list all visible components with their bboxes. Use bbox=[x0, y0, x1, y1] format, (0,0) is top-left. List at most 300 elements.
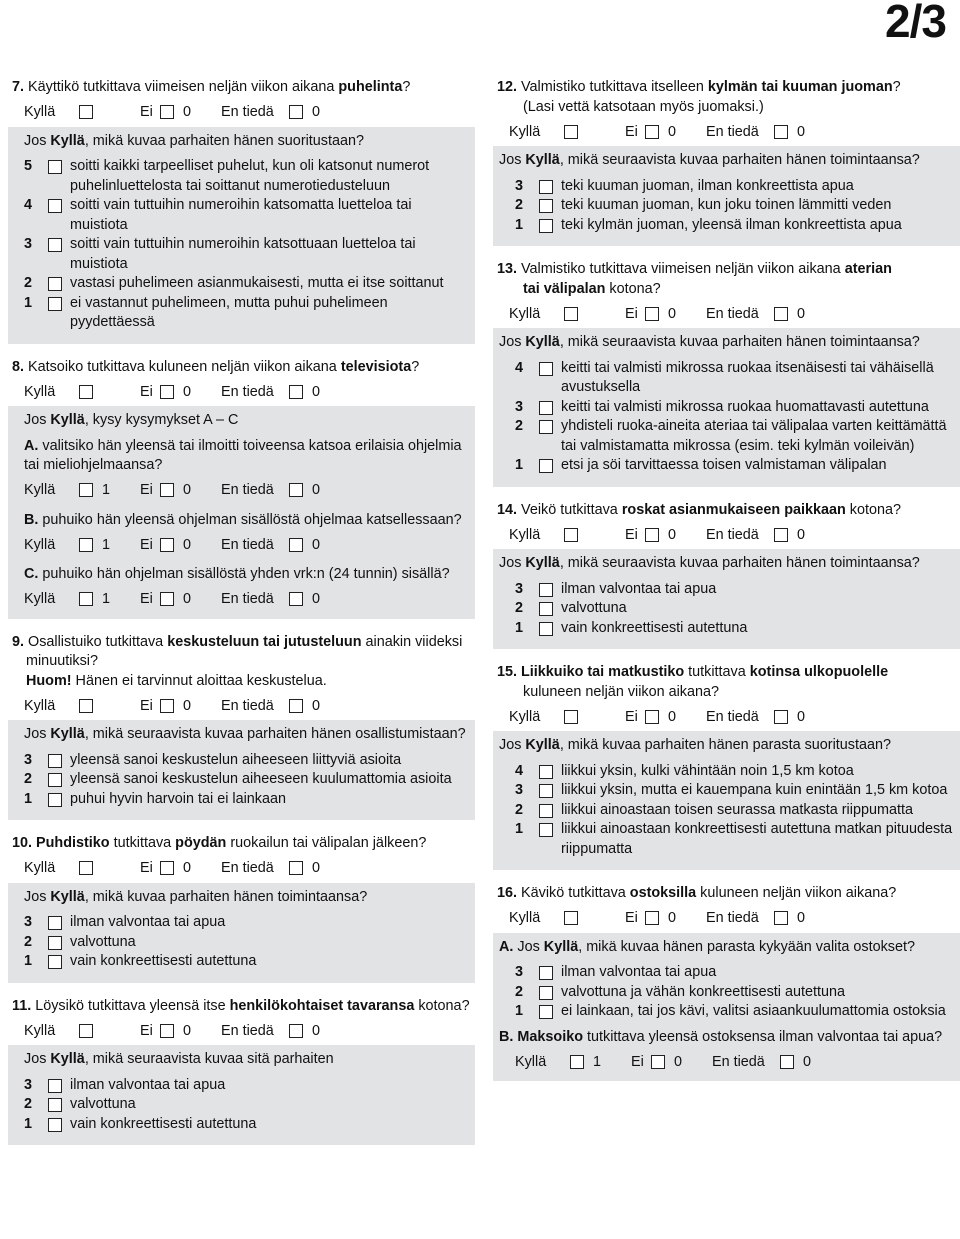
en-tieda-checkbox[interactable] bbox=[289, 385, 303, 399]
question-16-title bbox=[493, 884, 960, 904]
text: Löysikö tutkittava yleensä itse bbox=[35, 997, 230, 1014]
text: 7. bbox=[12, 79, 25, 95]
text: 0 bbox=[183, 860, 192, 876]
option-checkbox[interactable] bbox=[48, 916, 62, 930]
text: 1 bbox=[102, 536, 111, 553]
question-13-detail bbox=[493, 328, 960, 487]
text: Jos bbox=[499, 334, 526, 350]
text: 13. bbox=[497, 261, 518, 277]
text: Valmistiko tutkittava itselleen bbox=[521, 79, 708, 95]
text: ? bbox=[411, 358, 420, 375]
text: 3 bbox=[515, 398, 524, 415]
text: kuluneen neljän viikon aikana? bbox=[696, 885, 897, 901]
text: Jos bbox=[24, 1051, 51, 1067]
text: tutkittava bbox=[684, 664, 750, 680]
text: 2 bbox=[24, 933, 33, 950]
answer-row bbox=[8, 1016, 475, 1045]
question-12 bbox=[493, 78, 960, 246]
kylla-checkbox[interactable] bbox=[79, 483, 93, 497]
text: Jos bbox=[24, 132, 51, 149]
question-12-title bbox=[493, 78, 960, 117]
text: En tiedä bbox=[221, 536, 274, 553]
text: Valmistiko tutkittava viimeisen neljän viikon aikana bbox=[521, 261, 845, 277]
text: liikkui yksin, kulki vähintään noin 1,5 km kotoa bbox=[561, 762, 854, 779]
kylla-checkbox[interactable] bbox=[79, 105, 93, 119]
en-tieda-checkbox[interactable] bbox=[289, 592, 303, 606]
text: 2 bbox=[24, 1096, 33, 1112]
en-tieda-checkbox[interactable] bbox=[289, 538, 303, 552]
option-1 bbox=[24, 1115, 471, 1135]
text: Ei bbox=[625, 708, 638, 725]
option-1 bbox=[515, 820, 956, 859]
option-3 bbox=[24, 235, 471, 274]
question-14 bbox=[493, 501, 960, 650]
option-checkbox[interactable] bbox=[539, 420, 553, 434]
ei-checkbox[interactable] bbox=[160, 385, 174, 399]
text: Ei bbox=[631, 1053, 644, 1070]
text: valvottuna bbox=[70, 933, 136, 950]
question-10-detail bbox=[8, 883, 475, 983]
option-checkbox[interactable] bbox=[48, 1118, 62, 1132]
en-tieda-checkbox[interactable] bbox=[289, 1024, 303, 1038]
text: soitti kaikki tarpeelliset puhelut, kun oli katsonut numerot puhelinluettelosta tai soittanut numerotiedusteluun bbox=[70, 158, 430, 194]
text: yleensä sanoi keskustelun aiheeseen kuulumattomia asioita bbox=[70, 771, 452, 787]
text: ostoksilla bbox=[629, 885, 697, 901]
text: , mikä seuraavista kuvaa parhaiten hänen osallistumistaan? bbox=[84, 726, 466, 742]
text: En tiedä bbox=[706, 526, 759, 543]
text: 3 bbox=[515, 177, 524, 194]
en-tieda-checkbox[interactable] bbox=[774, 307, 788, 321]
kylla-checkbox[interactable] bbox=[79, 385, 93, 399]
ei-checkbox[interactable] bbox=[645, 710, 659, 724]
text: Kyllä bbox=[509, 708, 541, 725]
text: vain konkreettisesti autettuna bbox=[70, 953, 257, 969]
text: 1 bbox=[515, 1003, 524, 1019]
text: 5 bbox=[24, 158, 33, 174]
en-tieda-checkbox[interactable] bbox=[289, 483, 303, 497]
kylla-checkbox[interactable] bbox=[570, 1055, 584, 1069]
text: valitsiko hän yleensä tai ilmoitti toiveensa katsoa erilaisia ohjelmia tai mieliohjelmaansa? bbox=[24, 437, 462, 473]
text: Kyllä bbox=[509, 526, 541, 543]
text: 16. bbox=[497, 885, 518, 901]
text: , mikä kuvaa parhaiten hänen toimintaansa? bbox=[84, 888, 368, 905]
en-tieda-checkbox[interactable] bbox=[774, 125, 788, 139]
kylla-checkbox[interactable] bbox=[79, 538, 93, 552]
text: 8. bbox=[12, 358, 25, 375]
text: yhdisteli ruoka-aineita ateriaa tai välipalaa varten keittämättä tai valmistamatta mikrossa (esim. teki kylmän voileivän) bbox=[561, 418, 947, 454]
text: etsi ja söi tarvittaessa toisen valmistaman välipalan bbox=[561, 457, 887, 473]
sub-question-b bbox=[24, 511, 471, 560]
text: 0 bbox=[183, 482, 192, 498]
text: Kyllä bbox=[50, 132, 85, 149]
text: Huom! bbox=[26, 672, 72, 689]
text: Kyllä bbox=[525, 152, 560, 168]
text: 0 bbox=[312, 860, 321, 876]
text: 3 bbox=[24, 751, 33, 768]
answer-row bbox=[24, 585, 471, 614]
text: 0 bbox=[797, 305, 806, 322]
text: liikkui yksin, mutta ei kauempana kuin enintään 1,5 km kotoa bbox=[561, 782, 948, 798]
options bbox=[24, 907, 471, 978]
en-tieda-checkbox[interactable] bbox=[289, 861, 303, 875]
ei-checkbox[interactable] bbox=[160, 483, 174, 497]
text: Ei bbox=[625, 305, 638, 322]
text: Ei bbox=[140, 536, 153, 553]
text: 0 bbox=[312, 383, 321, 400]
text: Osallistuiko tutkittava bbox=[28, 633, 168, 650]
option-checkbox[interactable] bbox=[539, 823, 553, 837]
text: 2 bbox=[515, 418, 524, 434]
question-11-title bbox=[8, 997, 475, 1017]
option-checkbox[interactable] bbox=[539, 804, 553, 818]
kylla-checkbox[interactable] bbox=[564, 307, 578, 321]
answer-row bbox=[493, 702, 960, 731]
text: ? bbox=[402, 79, 411, 95]
question-15-title bbox=[493, 663, 960, 702]
options bbox=[24, 151, 471, 339]
option-2 bbox=[24, 770, 471, 790]
answer-row bbox=[8, 377, 475, 406]
option-5 bbox=[24, 157, 471, 196]
text: tutkittava bbox=[109, 835, 176, 851]
option-checkbox[interactable] bbox=[539, 401, 553, 415]
question-16-detail bbox=[493, 933, 960, 1082]
text: En tiedä bbox=[221, 383, 274, 400]
text: Kyllä bbox=[24, 860, 56, 876]
option-1 bbox=[515, 619, 956, 639]
ei-checkbox[interactable] bbox=[160, 699, 174, 713]
option-2 bbox=[515, 983, 956, 1003]
option-checkbox[interactable] bbox=[539, 583, 553, 597]
options bbox=[499, 756, 956, 866]
answer-row bbox=[493, 904, 960, 933]
text: soitti vain tuttuihin numeroihin katsottuaan luetteloa tai muistiota bbox=[70, 236, 416, 272]
prompt bbox=[499, 736, 956, 756]
option-checkbox[interactable] bbox=[539, 1005, 553, 1019]
text: Kyllä bbox=[509, 305, 541, 322]
ei-checkbox[interactable] bbox=[160, 1024, 174, 1038]
text: 1 bbox=[24, 294, 33, 311]
options bbox=[24, 745, 471, 816]
question-8 bbox=[8, 358, 475, 619]
option-2 bbox=[515, 599, 956, 619]
text: 9. bbox=[12, 633, 25, 650]
text: Ei bbox=[625, 526, 638, 543]
text: 2 bbox=[515, 600, 524, 616]
text: ilman valvontaa tai apua bbox=[70, 914, 226, 930]
kylla-checkbox[interactable] bbox=[564, 528, 578, 542]
option-2 bbox=[515, 801, 956, 821]
kylla-checkbox[interactable] bbox=[79, 699, 93, 713]
text: 14. bbox=[497, 501, 518, 518]
text: tutkittava yleensä ostoksensa ilman valvontaa tai apua? bbox=[583, 1028, 943, 1045]
option-checkbox[interactable] bbox=[48, 277, 62, 291]
text: Kävikö tutkittava bbox=[521, 885, 630, 901]
option-4 bbox=[515, 762, 956, 782]
text: 0 bbox=[312, 104, 321, 120]
options bbox=[499, 171, 956, 242]
en-tieda-checkbox[interactable] bbox=[780, 1055, 794, 1069]
text: ilman valvontaa tai apua bbox=[561, 580, 717, 597]
text: 0 bbox=[797, 123, 806, 140]
text: , mikä kuvaa parhaiten hänen suoritustaan? bbox=[84, 132, 365, 149]
question-14-title bbox=[493, 501, 960, 521]
text: En tiedä bbox=[712, 1053, 765, 1070]
text: Kyllä bbox=[24, 104, 56, 120]
question-10 bbox=[8, 834, 475, 983]
answer-row bbox=[493, 299, 960, 328]
option-checkbox[interactable] bbox=[48, 238, 62, 252]
text: 11. bbox=[12, 997, 32, 1014]
question-7-title bbox=[8, 78, 475, 98]
text: 0 bbox=[183, 383, 192, 400]
kylla-checkbox[interactable] bbox=[564, 125, 578, 139]
text: Veikö tutkittava bbox=[521, 501, 622, 518]
question-9-detail bbox=[8, 720, 475, 820]
option-3 bbox=[515, 398, 956, 418]
text: 3 bbox=[515, 782, 524, 798]
text: 0 bbox=[183, 591, 192, 607]
text: Käyttikö tutkittava viimeisen neljän viikon aikana bbox=[28, 79, 339, 95]
text: Jos bbox=[24, 888, 51, 905]
option-3 bbox=[515, 580, 956, 600]
text: Kyllä bbox=[525, 555, 560, 571]
text: ilman valvontaa tai apua bbox=[561, 964, 717, 980]
text: kylmän tai kuuman juoman bbox=[707, 79, 893, 95]
text: Ei bbox=[140, 383, 153, 400]
text: ? bbox=[892, 79, 901, 95]
answer-row bbox=[493, 117, 960, 146]
question-16 bbox=[493, 884, 960, 1081]
text: , mikä seuraavista kuvaa parhaiten hänen toimintaansa? bbox=[559, 152, 920, 168]
text: Hänen ei tarvinnut aloittaa keskustelua. bbox=[71, 672, 327, 689]
question-11 bbox=[8, 997, 475, 1146]
answer-row bbox=[499, 1047, 956, 1076]
text: 0 bbox=[668, 708, 677, 725]
text: 0 bbox=[183, 1022, 192, 1039]
question-7-detail bbox=[8, 127, 475, 344]
text: En tiedä bbox=[221, 591, 274, 607]
en-tieda-checkbox[interactable] bbox=[774, 710, 788, 724]
text: 0 bbox=[668, 910, 677, 926]
question-13-title bbox=[493, 260, 960, 299]
text: Ei bbox=[140, 697, 153, 714]
question-11-detail bbox=[8, 1045, 475, 1145]
text: ei lainkaan, tai jos kävi, valitsi asiaankuulumattomia ostoksia bbox=[561, 1003, 946, 1019]
text: 1 bbox=[102, 482, 111, 498]
option-checkbox[interactable] bbox=[48, 1079, 62, 1093]
option-checkbox[interactable] bbox=[48, 936, 62, 950]
option-checkbox[interactable] bbox=[539, 966, 553, 980]
text: 2 bbox=[24, 771, 33, 787]
text: henkilökohtaiset tavaransa bbox=[229, 997, 415, 1014]
text: teki kuuman juoman, ilman konkreettista apua bbox=[561, 177, 854, 194]
text: 2 bbox=[515, 983, 524, 1000]
text: Jos bbox=[513, 938, 544, 955]
option-checkbox[interactable] bbox=[48, 1098, 62, 1112]
en-tieda-checkbox[interactable] bbox=[774, 911, 788, 925]
text: 0 bbox=[312, 591, 321, 607]
text: ilman valvontaa tai apua bbox=[70, 1076, 226, 1093]
text: 2 bbox=[515, 801, 524, 818]
option-checkbox[interactable] bbox=[539, 765, 553, 779]
text: 12. bbox=[497, 79, 518, 95]
right-column bbox=[493, 78, 960, 1095]
ei-checkbox[interactable] bbox=[160, 592, 174, 606]
text: 0 bbox=[312, 1022, 321, 1039]
text: 0 bbox=[797, 910, 806, 926]
text: Jos bbox=[499, 152, 526, 168]
text: liikkui ainoastaan konkreettisesti autettuna matkan pituudesta riippumatta bbox=[561, 821, 953, 857]
text: kotinsa ulkopuolelle bbox=[749, 664, 889, 680]
text: 3 bbox=[24, 236, 33, 252]
kylla-checkbox[interactable] bbox=[564, 710, 578, 724]
text: En tiedä bbox=[221, 1022, 274, 1039]
text: valvottuna ja vähän konkreettisesti autettuna bbox=[561, 983, 845, 1000]
text: keitti tai valmisti mikrossa ruokaa huomattavasti autettuna bbox=[561, 398, 929, 415]
text: 0 bbox=[803, 1053, 812, 1070]
text: vastasi puhelimeen asianmukaisesti, mutta ei itse soittanut bbox=[70, 275, 444, 291]
option-checkbox[interactable] bbox=[539, 784, 553, 798]
text: ei vastannut puhelimeen, mutta puhui puhelimeen pyydettäessä bbox=[70, 294, 388, 330]
ei-checkbox[interactable] bbox=[645, 911, 659, 925]
option-3 bbox=[515, 963, 956, 983]
en-tieda-checkbox[interactable] bbox=[289, 105, 303, 119]
text: Kyllä bbox=[24, 482, 56, 498]
text: Kyllä bbox=[50, 1051, 85, 1067]
text: 1 bbox=[102, 591, 111, 607]
option-1 bbox=[515, 1002, 956, 1022]
text: En tiedä bbox=[706, 123, 759, 140]
option-4 bbox=[515, 359, 956, 398]
option-checkbox[interactable] bbox=[48, 955, 62, 969]
text: valvottuna bbox=[70, 1096, 136, 1112]
options bbox=[499, 957, 956, 1028]
option-2 bbox=[515, 196, 956, 216]
ei-checkbox[interactable] bbox=[645, 307, 659, 321]
prompt bbox=[499, 554, 956, 574]
kylla-checkbox[interactable] bbox=[79, 592, 93, 606]
question-7 bbox=[8, 78, 475, 344]
option-checkbox[interactable] bbox=[48, 773, 62, 787]
answer-row bbox=[8, 691, 475, 720]
text: Kyllä bbox=[509, 123, 541, 140]
ei-checkbox[interactable] bbox=[160, 538, 174, 552]
prompt bbox=[499, 333, 956, 353]
text: En tiedä bbox=[221, 482, 274, 498]
text: 4 bbox=[515, 359, 524, 376]
ei-checkbox[interactable] bbox=[651, 1055, 665, 1069]
sub-question-a bbox=[24, 437, 471, 505]
text: kotona? bbox=[605, 280, 661, 297]
option-3 bbox=[515, 781, 956, 801]
option-checkbox[interactable] bbox=[539, 602, 553, 616]
text: Ei bbox=[140, 860, 153, 876]
option-checkbox[interactable] bbox=[539, 459, 553, 473]
text: En tiedä bbox=[706, 910, 759, 926]
answer-row bbox=[24, 530, 471, 559]
option-checkbox[interactable] bbox=[48, 199, 62, 213]
ei-checkbox[interactable] bbox=[160, 861, 174, 875]
ei-checkbox[interactable] bbox=[645, 528, 659, 542]
text: Kyllä bbox=[50, 888, 85, 905]
question-9 bbox=[8, 633, 475, 821]
page-number: 2/3 bbox=[885, 0, 946, 47]
option-checkbox[interactable] bbox=[48, 160, 62, 174]
text: tai välipalan bbox=[523, 280, 606, 297]
text: 1 bbox=[24, 790, 33, 807]
option-2 bbox=[24, 1095, 471, 1115]
text: 10. bbox=[12, 835, 33, 851]
option-checkbox[interactable] bbox=[539, 622, 553, 636]
text: 0 bbox=[668, 526, 677, 543]
text: , mikä seuraavista kuvaa parhaiten hänen toimintaansa? bbox=[559, 334, 920, 350]
option-checkbox[interactable] bbox=[539, 986, 553, 1000]
text: ruokailun tai välipalan jälkeen? bbox=[226, 835, 427, 851]
option-checkbox[interactable] bbox=[539, 219, 553, 233]
text: , mikä seuraavista kuvaa sitä parhaiten bbox=[84, 1051, 334, 1067]
option-checkbox[interactable] bbox=[48, 754, 62, 768]
answer-row bbox=[493, 520, 960, 549]
text: soitti vain tuttuihin numeroihin katsomatta luetteloa tai muistiota bbox=[70, 197, 412, 233]
option-checkbox[interactable] bbox=[539, 199, 553, 213]
text: , mikä kuvaa hänen parasta kykyään valita ostokset? bbox=[578, 938, 915, 955]
en-tieda-checkbox[interactable] bbox=[289, 699, 303, 713]
text: 1 bbox=[24, 1115, 33, 1132]
text: Ei bbox=[625, 910, 638, 926]
options bbox=[499, 574, 956, 645]
text: En tiedä bbox=[221, 697, 274, 714]
text: En tiedä bbox=[706, 305, 759, 322]
option-1 bbox=[515, 216, 956, 236]
text: keskusteluun tai jutusteluun bbox=[167, 633, 362, 650]
option-checkbox[interactable] bbox=[539, 180, 553, 194]
ei-checkbox[interactable] bbox=[160, 105, 174, 119]
text: , mikä kuvaa parhaiten hänen parasta suoritustaan? bbox=[559, 737, 892, 753]
en-tieda-checkbox[interactable] bbox=[774, 528, 788, 542]
option-3 bbox=[24, 1076, 471, 1096]
text: 1 bbox=[593, 1053, 602, 1070]
text: Kyllä bbox=[24, 697, 56, 714]
text: 0 bbox=[797, 708, 806, 725]
text: Kyllä bbox=[50, 726, 85, 742]
question-8-title bbox=[8, 358, 475, 378]
text: televisiota bbox=[340, 358, 412, 375]
text: Jos bbox=[499, 555, 526, 571]
text: Jos bbox=[499, 737, 526, 753]
prompt bbox=[499, 151, 956, 171]
question-15-detail bbox=[493, 731, 960, 870]
ei-checkbox[interactable] bbox=[645, 125, 659, 139]
kylla-checkbox[interactable] bbox=[79, 861, 93, 875]
answer-row bbox=[8, 98, 475, 127]
option-checkbox[interactable] bbox=[48, 297, 62, 311]
question-12-detail bbox=[493, 146, 960, 246]
prompt bbox=[24, 132, 471, 152]
option-1 bbox=[24, 790, 471, 810]
text: (Lasi vettä katsotaan myös juomaksi.) bbox=[523, 98, 764, 115]
question-8-detail bbox=[8, 406, 475, 619]
kylla-checkbox[interactable] bbox=[79, 1024, 93, 1038]
options bbox=[499, 353, 956, 482]
text: aterian bbox=[844, 261, 892, 277]
option-checkbox[interactable] bbox=[48, 793, 62, 807]
text: kotona? bbox=[414, 997, 470, 1014]
text: Ei bbox=[625, 123, 638, 140]
option-checkbox[interactable] bbox=[539, 362, 553, 376]
kylla-checkbox[interactable] bbox=[564, 911, 578, 925]
text: En tiedä bbox=[221, 860, 274, 876]
